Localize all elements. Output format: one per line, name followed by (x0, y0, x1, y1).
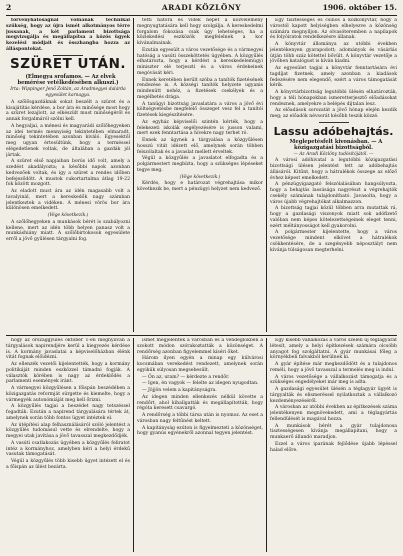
paragraph: A vármegyei közgyűlésen a főispán beszédében a közigazgatás reformját sürgette és kiemelte, hogy a vármegyék autonómiáját meg kell őrizni. (6, 386, 130, 403)
paragraph: A polgármester kijelentette, hogy a város vezetősége mindent elkövet a hátralékok csökkentésére, de a szegényebb néposztályt nem kívánja túlságosan megterhelni. (270, 230, 397, 253)
paragraph: Három ilyen egyén a minap egy külvárosi kocsmában verekedést rendezett, amelynek során egyikük súlyosan megsebesült. (137, 356, 263, 373)
continuation-note: (Vége következik.) (179, 174, 221, 180)
intro-paragraph: törvényhatóságnál volnának technikai szükség, hogy az újra ismét alkotmányos térre jussanak, a két parlament bizottsága megvizsgálja és megállapítsa a közös ügyek kezelési módjait és összhangba hozza az álláspontokat. (6, 18, 130, 52)
paragraph: A rendőrség a többi társa után is nyomoz. Az eset a városban nagy feltűnést keltett. (137, 413, 263, 424)
paragraph: Az ellenzék vezetői kijelentették, hogy a kormány politikáját minden eszközzel támadni fogják. A választók körében is nagy az érdeklődés a parlamenti események iránt. (6, 362, 130, 385)
paragraph: A gyár építése már megkezdődött és a tulajdonos reméli, hogy a jövő tavasszal a termelés meg is indul. (270, 362, 397, 373)
paragraph: Az egyház képviselői szintén kérték, hogy a felekezeti iskolák segélyezésére is jusson valami, mert ezek fenntartása a hívekre nagy terhet ró. (137, 119, 263, 137)
paragraph: — Jöjjön velem a kapitányságra. (142, 388, 217, 393)
page-header (6, 3, 397, 15)
section-rule (6, 335, 397, 336)
paragraph: Az útépítési alap felhasználásáról szóló jelentést a közgyűlés tudomásul vette és elrendelte, hogy a megyei utak javítása a jövő tavasszal megkezdődjék. (6, 422, 130, 439)
paragraph: A szőlőhegyeken a munkások bérét is szabályozni kellene, mert az idén több helyen panasz volt a munkáshiány miatt. A szőlőbirtokosok egyesülete erről a jövő gyűlésen tárgyalni fog. (6, 219, 130, 243)
paragraph: tetti hatóra és vidék népét a közvélemény megnyugtatására kell hogy szolgálja. A kereskedelmi forgalom fokozása csak úgy lehetséges, ha a közlekedési eszközök megfelelnek a kor kívánalmainak. (137, 18, 263, 46)
section-divider (319, 122, 349, 123)
paragraph: Ennek az ügynek a tárgyalása a közgyűlésen hosszú vitát idézett elő, amelynek során többen felszólaltak és a javaslat mellett érveltek. (137, 138, 263, 155)
article-subtitle-adobehajtas: Meglepetésfelt kivonásban. — A közigazgatási bizottságból. (289, 138, 383, 151)
column-rule (266, 18, 267, 332)
column-rule (133, 338, 134, 552)
paragraph: A munkások bérét a gyár tulajdonosa tisztességesen kívánja megállapítani, hogy a munkaerő állandó maradjon. (270, 423, 397, 440)
paragraph: A szőlősgazdáknak sokat beszélt a szüret és a kisajátítás kérdése, a bor ára és minősége most hogy a szüret lezajlott, az elkészült must minőségéről és annak forgalmáról szólni kell. (6, 99, 130, 123)
paragraph: Ezzel a város iparának fejlődése újabb lépéssel halad előre. (270, 441, 397, 453)
paragraph: A hegyaljai, a ménesi és magyarádi szőlőhegyeken az idei termés mennyiség tekintetében elmaradt, minőség tekintetében azonban kiváló. Egyesektől meg ugyan értesültünk, hogy a terméssel elégedetlenek voltak, de általában a gazdák jól jártak. (6, 123, 130, 158)
paragraph: Egy kisebb vállalkozás a város szélén új téglagyárat létesít, amely a helyi építkezések számára olcsóbb anyagot fog szolgáltatni. A gyár munkásai főleg a környékbeli falvakból kerülnek ki. (270, 338, 397, 361)
article-byline-adobehajtas: — Az Aradi Közlöny tudósítójától. — (293, 151, 374, 157)
paragraph: ismét megjelentek a városban és a vendéglőkben a szokott módon szórakoztatták a közönséget. A rendőrség azonban figyelemmel kíséri őket. (137, 338, 263, 355)
paragraph: A könyvtár állománya az utóbbi években jelentékenyen gyarapodott; adományok és vásárlás útján több száz kötettel bővült. A könyvtár vezetője a jövőben katalógust is kíván kiadni. (270, 42, 397, 65)
paragraph: A közgyűlés tagjai a beszédet nagy tetszéssel fogadták. Ezután a napirend tárgyalására tértek át, amelynek során több fontos ügyet intéztek el. (6, 404, 130, 421)
column-rule (266, 338, 267, 552)
column-2-bottom (137, 338, 263, 552)
newspaper-name: ARADI KÖZLÖNY (161, 3, 242, 12)
column-3-bottom (270, 338, 397, 552)
article-subtitle-szuret: (Elmegya srofamos. — Az elvek bemérése vetélkedésében alkuszi.) (17, 74, 119, 87)
paragraph: Az előadások sorozatát a jövő hónap elején kezdik meg; az előadók névsorát később teszik közzé. (270, 108, 397, 119)
article-byline-szuret: Irta: Wippinger Jenő Zoltán, az Aradmegyei dalárda egyesület karnagya. (10, 87, 126, 99)
paragraph: A bizottság tagjai közül többen arra mutattak rá, hogy a gazdasági viszonyok miatt sok adófizető valóban nem képes kötelezettségeinek eleget tenni, ezért méltányosságot kell gyakorolni. (270, 206, 397, 229)
continuation-note: (Vége következik.) (47, 213, 89, 219)
paragraph: Az eladott must ára az idén magasabb volt a tavalyinál, mert a kereskedők nagy számban jelentkeztek a vidéken. A ménesi vörös bor ára különösen emelkedett. (6, 189, 130, 212)
paragraph: A vasúti csatlakozás ügyében a közgyűlés feliratot intéz a kormányhoz, amelyben kéri a helyi érdekű vasutak támogatását. (6, 440, 130, 458)
paragraph: — Igen, én vagyok — felelte az idegen nyugodtan. (142, 381, 259, 387)
paragraph: Végül a közgyűlés több kisebb ügyet intézett el és a főispán az ülést bezárta. (6, 459, 130, 470)
paragraph: Végül a közgyűlés a javaslatot elfogadta és a polgármestert megbízta, hogy a szükséges lépéseket tegye meg. (137, 156, 263, 173)
paragraph: A pénzügyigazgató felszólalásában hangsúlyozta, hogy a behajtás lassúsága nagyrészt a végrehajtók csekély számának tulajdonítható. Javasolta, hogy a város újabb végrehajtókat alkalmazzon. (270, 182, 397, 205)
paragraph: Ennek keretében került szóba a tanítók fizetésének rendezése is. A községi tanítók helyzete ugyanis mindenütt nehéz, a fizetések csekélyek és a megélhetés drága. (137, 77, 263, 100)
paragraph: Az idegen minden ellenkezés nélkül követte a rendőrt, ahol kihallgatták és megállapították, hogy régóta keresett csavargó. (137, 394, 263, 412)
paragraph: A városi adóhivatal a legutóbbi közigazgatási bizottsági ülésen jelentést tett az adóbehajtás állásáról. Kitűnt, hogy a hátralékok összege az előző évhez képest emelkedett. (270, 158, 397, 181)
paragraph: — Ön az, uram? — kérdezte a rendőr. (142, 374, 230, 380)
paragraph: Ezután egyesült a város vezetősége és a vármegyei hatóság a vasúti összeköttetés ügyében. A közgyűlés elhatározta, hogy a kérdést a kereskedelemügyi miniszter elé terjeszti és a város érdekeinek megóvását kéri. (137, 47, 263, 76)
paragraph: Kérdés, hogy e határozat végrehajtása mikor következik be, mert a pénzügyi helyzet nem kedvező. (137, 181, 263, 192)
issue-date: 1906. október 15. (322, 3, 397, 12)
article-title-szuret: SZÜRET UTÁN. (10, 56, 126, 73)
column-1-bottom (6, 338, 130, 552)
paragraph: A tanügyi bizottság javaslatára a város a jövő évi költségvetésbe megfelelő összeget vesz fel a tanítói fizetések kiegészítésére. (137, 101, 263, 118)
column-3-top (270, 18, 397, 332)
page-number: 2 (6, 3, 12, 12)
paragraph: A gazdasági egyesület ülésén a téglagyár ügyét is tárgyalták és elismeréssel nyilatkoztak a vállalkozó kezdeményezéséről. (270, 387, 397, 404)
article-title-adobehajtas: Lassu adóbehajtás. (273, 124, 394, 138)
paragraph: A könyvtárbizottság legutóbbi ülésén elhatározták, hogy a téli hónapokban ismeretterjesztő előadásokat rendeznek, amelyekre a belépés díjtalan lesz. (270, 90, 397, 107)
column-1-top (6, 18, 130, 332)
paragraph: A városban az utóbbi években az építkezések száma jelentékenyen megnövekedett, ami a téglagyártás fellendülését is magával hozza. (270, 405, 397, 422)
header-rule (6, 15, 397, 16)
paragraph: Az egyesület tagjai a könyvtár fenntartására évi tagdíjat fizetnek, amely azonban a kiadások fedezésére nem elegendő, ezért a város támogatását kérik. (270, 66, 397, 89)
column-2-top (137, 18, 263, 332)
paragraph: A város vezetősége a vállalkozást támogatja és a szükséges engedélyeket már meg is adta. (270, 374, 397, 386)
column-rule (133, 18, 134, 332)
paragraph: A kapitányság ezúton is figyelmezteti a közönséget, hogy gyanús egyénekről azonnal tegyen jelentést. (137, 425, 263, 437)
paragraph: hogy az országgyűlés október 1-én megnyílván a tárgyalások napirendjére kerül a kiegyezés kérdése is. A kormány javaslatai a képviselőházban élénk vitát fognak előidézni. (6, 338, 130, 361)
paragraph: Egy tisztességes és csinos a közkönyvtár, hogy a várostól kapott helyiségben elhelyezve a közönség számára megnyíljon. Az olvasóteremben a napilapok és folyóiratok rendelkezésre állanak. (270, 18, 397, 41)
paragraph: A szüret első napjaiban borús idő volt, amely a szedést akadályozta; a későbbi napok azonban kedvezőek voltak, és így a szüret a rendes időben befejeződött. A mustok cukortartalma átlag 19-22 fok között mozgott. (6, 159, 130, 188)
